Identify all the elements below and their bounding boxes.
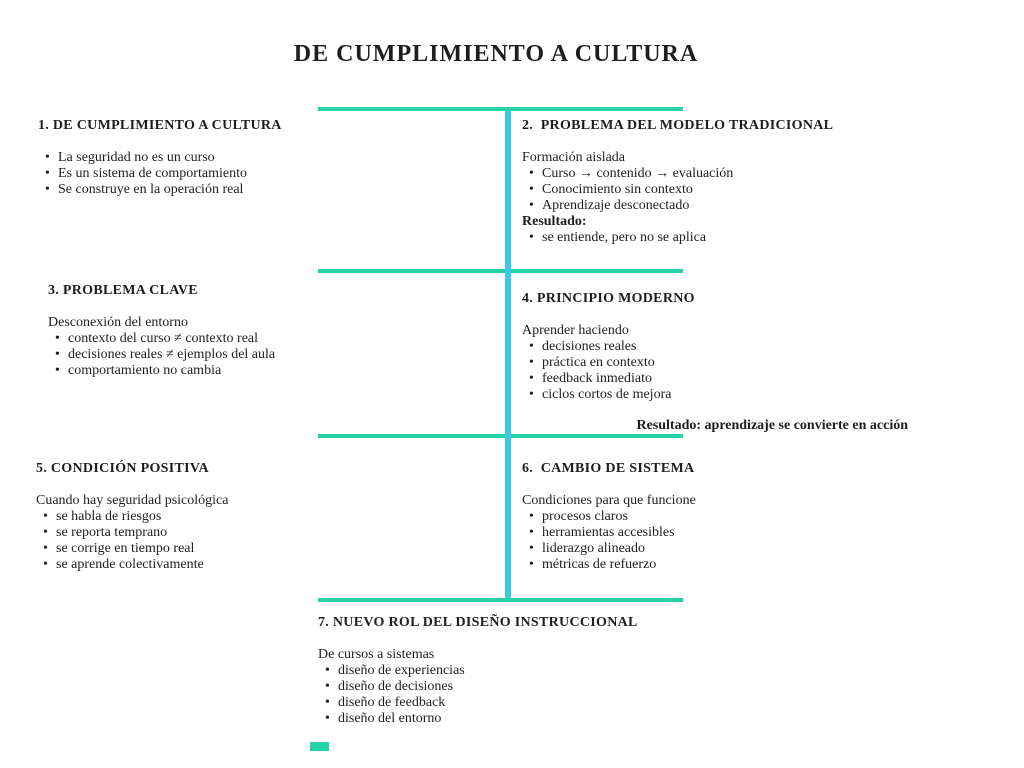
section-heading: 2. PROBLEMA DEL MODELO TRADICIONAL xyxy=(522,118,834,133)
body-line: Resultado: xyxy=(522,214,587,229)
footer-teal-dash xyxy=(310,742,329,751)
body-line: Aprender haciendo xyxy=(522,323,629,338)
bullet-item: • Curso → contenido → evaluación xyxy=(522,166,867,182)
bullet-item: • comportamiento no cambia xyxy=(48,363,368,379)
bullet-item: • decisiones reales xyxy=(522,339,832,355)
body-line: Cuando hay seguridad psicológica xyxy=(36,493,229,508)
section-1-de-cumplimiento-a-cultura xyxy=(38,118,333,198)
section-heading: 5. CONDICIÓN POSITIVA xyxy=(36,461,209,476)
bullet-item: • liderazgo alineado xyxy=(522,541,842,557)
section-3-problema-clave xyxy=(48,283,368,379)
section-7-nuevo-rol-del-diseno-instruccional xyxy=(318,615,688,727)
bullet-item: • decisiones reales ≠ ejemplos del aula xyxy=(48,347,368,363)
section-heading: 4. PRINCIPIO MODERNO xyxy=(522,291,695,306)
body-line: Condiciones para que funcione xyxy=(522,493,696,508)
bullet-item: • se reporta temprano xyxy=(36,525,346,541)
bullet-item: • diseño de experiencias xyxy=(318,663,688,679)
section-body xyxy=(48,315,368,379)
divider-horizontal-middle-2 xyxy=(318,434,683,438)
bullet-item: • diseño de decisiones xyxy=(318,679,688,695)
bullet-item: • se aprende colectivamente xyxy=(36,557,346,573)
section-body xyxy=(522,323,832,403)
bullet-item: • diseño del entorno xyxy=(318,711,688,727)
bullet-item: • práctica en contexto xyxy=(522,355,832,371)
section-body xyxy=(522,150,867,246)
bullet-item: • Es un sistema de comportamiento xyxy=(38,166,333,182)
body-line: Formación aislada xyxy=(522,150,626,165)
body-line: De cursos a sistemas xyxy=(318,647,435,662)
section-body xyxy=(318,647,688,727)
section-4-principio-moderno xyxy=(522,291,832,403)
page-title: DE CUMPLIMIENTO A CULTURA xyxy=(293,41,699,67)
divider-vertical xyxy=(505,111,511,598)
section-body xyxy=(522,493,842,573)
result-note: Resultado: aprendizaje se convierte en acción xyxy=(636,418,908,433)
section-heading: 3. PROBLEMA CLAVE xyxy=(48,283,198,298)
divider-horizontal-middle-1 xyxy=(318,269,683,273)
section-heading: 7. NUEVO ROL DEL DISEÑO INSTRUCCIONAL xyxy=(318,615,638,630)
bullet-item: • ciclos cortos de mejora xyxy=(522,387,832,403)
bullet-item: • Se construye en la operación real xyxy=(38,182,333,198)
bullet-item: • La seguridad no es un curso xyxy=(38,150,333,166)
section-5-condicion-positiva xyxy=(36,461,346,573)
bullet-item: • Conocimiento sin contexto xyxy=(522,182,867,198)
section-body xyxy=(36,493,346,573)
divider-horizontal-top xyxy=(318,107,683,111)
bullet-item: • se corrige en tiempo real xyxy=(36,541,346,557)
divider-horizontal-bottom xyxy=(318,598,683,602)
bullet-item: • métricas de refuerzo xyxy=(522,557,842,573)
bullet-item: • feedback inmediato xyxy=(522,371,832,387)
bullet-item: • herramientas accesibles xyxy=(522,525,842,541)
section-body xyxy=(38,150,333,198)
bullet-item: • se entiende, pero no se aplica xyxy=(522,230,867,246)
bullet-item: • se habla de riesgos xyxy=(36,509,346,525)
bullet-item: • procesos claros xyxy=(522,509,842,525)
bullet-item: • contexto del curso ≠ contexto real xyxy=(48,331,368,347)
section-heading: 6. CAMBIO DE SISTEMA xyxy=(522,461,695,476)
body-line: Desconexión del entorno xyxy=(48,315,188,330)
section-heading: 1. DE CUMPLIMIENTO A CULTURA xyxy=(38,118,282,133)
section-2-problema-del-modelo-tradicional xyxy=(522,118,867,246)
bullet-item: • Aprendizaje desconectado xyxy=(522,198,867,214)
section-6-cambio-de-sistema xyxy=(522,461,842,573)
bullet-item: • diseño de feedback xyxy=(318,695,688,711)
